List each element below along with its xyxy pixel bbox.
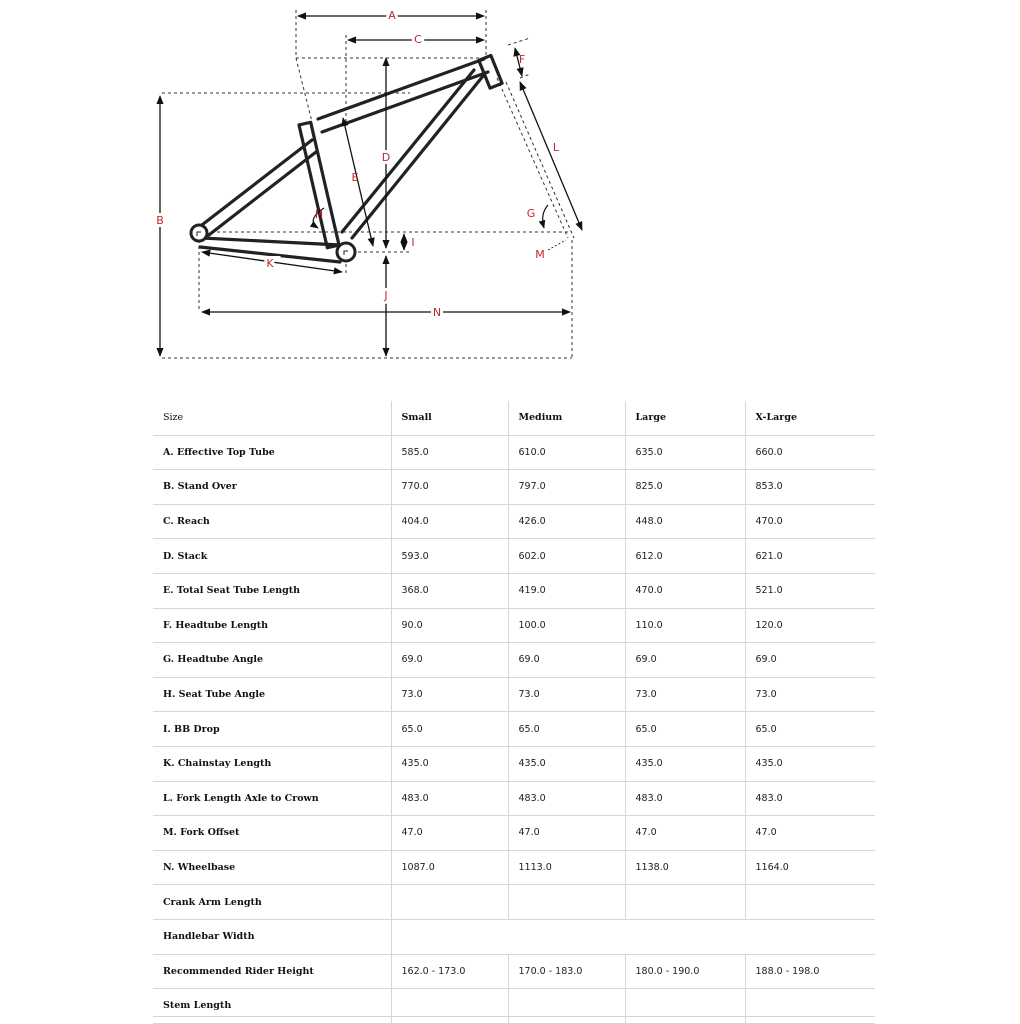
table-body: [153, 435, 875, 1023]
table-row: [153, 989, 875, 1024]
row-label: N. Wheelbase: [153, 850, 391, 885]
value-cell: 65.0: [625, 712, 745, 747]
value-cell: 170.0 - 183.0: [508, 954, 625, 989]
row-label: E. Total Seat Tube Length: [153, 573, 391, 608]
size-large-header: Large: [625, 401, 745, 435]
value-cell: 100.0: [508, 608, 625, 643]
merged-value-cell: [391, 919, 875, 954]
value-cell: 65.0: [745, 712, 875, 747]
table-row: [153, 954, 875, 989]
value-cell: 435.0: [391, 746, 508, 781]
value-cell: 47.0: [745, 816, 875, 851]
value-cell: 110.0: [625, 608, 745, 643]
value-cell: 448.0: [625, 504, 745, 539]
label-e: E: [351, 171, 359, 184]
value-cell: 1138.0: [625, 850, 745, 885]
bike-geometry-diagram: [0, 0, 1020, 380]
value-cell: 73.0: [745, 677, 875, 712]
label-k: K: [266, 257, 274, 270]
value-cell: 797.0: [508, 470, 625, 505]
row-label: Stem Length: [153, 989, 391, 1024]
value-cell: 435.0: [625, 746, 745, 781]
value-cell: 621.0: [745, 539, 875, 574]
rear-axle-dropout: [191, 225, 207, 241]
label-g: G: [526, 207, 536, 220]
value-cell: 470.0: [625, 573, 745, 608]
table-row: [153, 504, 875, 539]
label-b: B: [156, 214, 164, 227]
value-cell: 585.0: [391, 435, 508, 470]
label-m: M: [535, 248, 545, 261]
value-cell: 180.0 - 190.0: [625, 954, 745, 989]
label-d: D: [381, 151, 391, 164]
value-cell: 612.0: [625, 539, 745, 574]
value-cell: 483.0: [391, 781, 508, 816]
value-cell: 73.0: [625, 677, 745, 712]
row-label: F. Headtube Length: [153, 608, 391, 643]
value-cell: 47.0: [508, 816, 625, 851]
row-label: G. Headtube Angle: [153, 643, 391, 678]
table-row: [153, 746, 875, 781]
value-cell: 853.0: [745, 470, 875, 505]
label-n: N: [432, 306, 442, 319]
table-row: [153, 470, 875, 505]
value-cell: 660.0: [745, 435, 875, 470]
value-cell: 435.0: [508, 746, 625, 781]
size-xlarge-header: X-Large: [745, 401, 875, 435]
table-bottom-rule: [153, 1016, 875, 1017]
value-cell: [625, 989, 745, 1024]
value-cell: [745, 885, 875, 920]
label-c: C: [414, 33, 422, 46]
label-h: H: [314, 208, 324, 221]
value-cell: 825.0: [625, 470, 745, 505]
table-row: [153, 435, 875, 470]
label-j: J: [384, 289, 388, 302]
label-f: F: [518, 53, 526, 66]
table-header-row: [153, 401, 875, 435]
value-cell: 483.0: [508, 781, 625, 816]
value-cell: [625, 885, 745, 920]
label-i: I: [411, 236, 415, 249]
label-a: A: [388, 9, 396, 22]
value-cell: 770.0: [391, 470, 508, 505]
value-cell: 69.0: [391, 643, 508, 678]
bottom-bracket: [337, 243, 355, 261]
value-cell: 69.0: [508, 643, 625, 678]
row-label: A. Effective Top Tube: [153, 435, 391, 470]
row-label: L. Fork Length Axle to Crown: [153, 781, 391, 816]
bike-frame: [198, 55, 502, 262]
value-cell: 69.0: [745, 643, 875, 678]
value-cell: 47.0: [391, 816, 508, 851]
value-cell: 47.0: [625, 816, 745, 851]
value-cell: 521.0: [745, 573, 875, 608]
value-cell: 419.0: [508, 573, 625, 608]
row-label: C. Reach: [153, 504, 391, 539]
value-cell: 1164.0: [745, 850, 875, 885]
size-medium-header: Medium: [508, 401, 625, 435]
row-label: M. Fork Offset: [153, 816, 391, 851]
value-cell: 483.0: [745, 781, 875, 816]
value-cell: 426.0: [508, 504, 625, 539]
table-row: [153, 712, 875, 747]
row-label: Recommended Rider Height: [153, 954, 391, 989]
table-row: [153, 539, 875, 574]
value-cell: 368.0: [391, 573, 508, 608]
value-cell: [508, 989, 625, 1024]
label-l: L: [552, 141, 560, 154]
row-label: I. BB Drop: [153, 712, 391, 747]
row-label: B. Stand Over: [153, 470, 391, 505]
table-row: [153, 816, 875, 851]
table-row: [153, 885, 875, 920]
value-cell: [508, 885, 625, 920]
value-cell: [391, 885, 508, 920]
value-cell: 188.0 - 198.0: [745, 954, 875, 989]
value-cell: 162.0 - 173.0: [391, 954, 508, 989]
value-cell: 483.0: [625, 781, 745, 816]
row-label: K. Chainstay Length: [153, 746, 391, 781]
table-row: [153, 677, 875, 712]
value-cell: 470.0: [745, 504, 875, 539]
value-cell: 435.0: [745, 746, 875, 781]
row-label: Handlebar Width: [153, 919, 391, 954]
value-cell: [745, 989, 875, 1024]
value-cell: 73.0: [508, 677, 625, 712]
value-cell: 635.0: [625, 435, 745, 470]
value-cell: 610.0: [508, 435, 625, 470]
row-label: Crank Arm Length: [153, 885, 391, 920]
table-row: [153, 643, 875, 678]
size-header: Size: [153, 401, 391, 435]
row-label: D. Stack: [153, 539, 391, 574]
value-cell: 69.0: [625, 643, 745, 678]
value-cell: 65.0: [508, 712, 625, 747]
value-cell: 73.0: [391, 677, 508, 712]
row-label: H. Seat Tube Angle: [153, 677, 391, 712]
value-cell: 593.0: [391, 539, 508, 574]
value-cell: 120.0: [745, 608, 875, 643]
dimension-lines: [160, 16, 582, 356]
table-row: [153, 781, 875, 816]
angle-leader-lines: [548, 240, 566, 250]
table-row: [153, 919, 875, 954]
table-row: [153, 573, 875, 608]
value-cell: 1087.0: [391, 850, 508, 885]
value-cell: 65.0: [391, 712, 508, 747]
value-cell: 1113.0: [508, 850, 625, 885]
geometry-table: [153, 401, 875, 1024]
value-cell: [391, 989, 508, 1024]
size-small-header: Small: [391, 401, 508, 435]
reference-lines: [162, 10, 574, 358]
value-cell: 404.0: [391, 504, 508, 539]
head-angle-arc: [543, 205, 548, 228]
value-cell: 602.0: [508, 539, 625, 574]
value-cell: 90.0: [391, 608, 508, 643]
table-row: [153, 608, 875, 643]
table-row: [153, 850, 875, 885]
